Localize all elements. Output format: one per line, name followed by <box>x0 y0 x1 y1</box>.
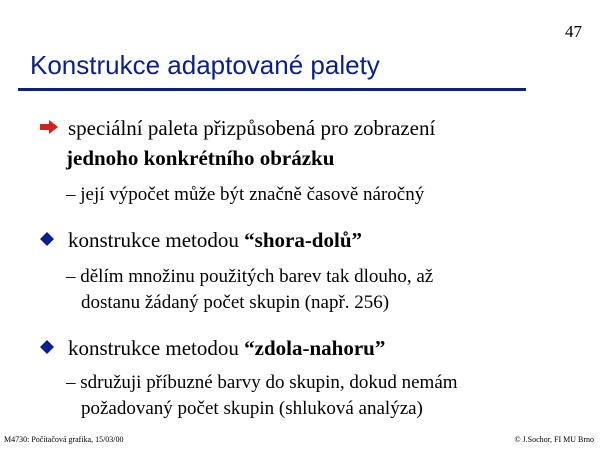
bullet-3-plain: konstrukce metodou <box>68 336 245 360</box>
bullet-2-text <box>68 226 362 254</box>
bullet-1-subpoint <box>66 182 424 208</box>
arrow-icon <box>40 120 56 134</box>
bullet-2-bold: “shora-dolů” <box>244 228 362 252</box>
subpoint-line: – sdružuji příbuzné barvy do skupin, dokud nemám <box>66 372 458 393</box>
footer-copyright: © J.Sochor, FI MU Brno <box>514 435 594 444</box>
footer-course: M4730: Počítačová grafika, 15/03/00 <box>4 435 124 444</box>
subpoint-line: – její výpočet může být značně časově náročný <box>66 184 425 205</box>
bullet-1-bold-text: jednoho konkrétního obrázku <box>66 146 335 170</box>
bullet-2-plain: konstrukce metodou <box>68 228 245 252</box>
slide-title: Konstrukce adaptované palety <box>30 50 380 80</box>
bullet-3-text <box>68 334 385 362</box>
bullet-3-bold: “zdola-nahoru” <box>244 336 386 360</box>
bullet-3-subpoint <box>66 370 458 422</box>
bullet-2-subpoint <box>66 264 433 316</box>
title-underline <box>18 88 526 91</box>
page-number: 47 <box>565 22 582 41</box>
diamond-icon <box>40 232 56 246</box>
subpoint-line: požadovaný počet skupin (shluková analýza) <box>81 398 423 419</box>
diamond-icon <box>40 340 56 354</box>
bullet-1-line1: speciální paleta přizpůsobená pro zobrazení <box>68 116 436 140</box>
subpoint-line: – dělím množinu použitých barev tak dlouho, až <box>66 266 434 287</box>
subpoint-line: dostanu žádaný počet skupin (např. 256) <box>81 292 390 313</box>
bullet-1-text <box>68 114 435 142</box>
